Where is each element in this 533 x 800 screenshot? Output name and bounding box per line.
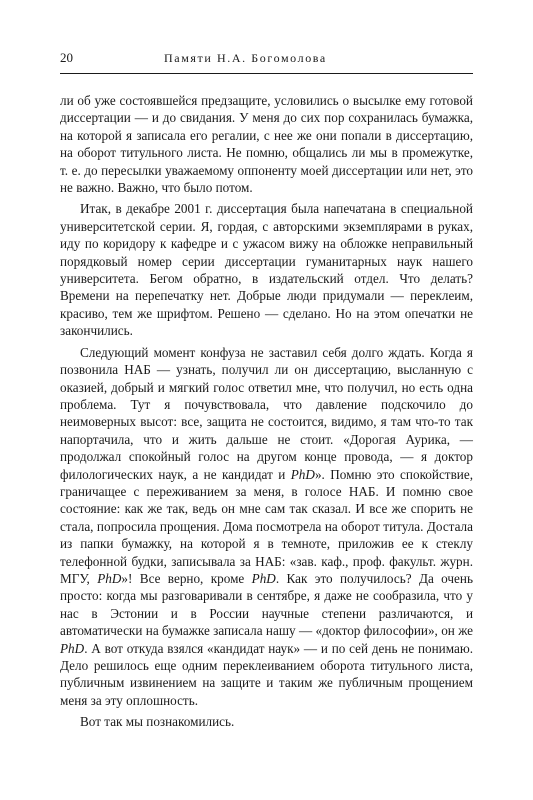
running-title: Памяти Н.А. Богомолова xyxy=(164,51,327,65)
italic-phd: PhD xyxy=(290,466,315,482)
paragraph-text: ». Помню это спокойствие, граничащее с переживанием за меня, в голосе НАБ. И помню свое состояние: как же так, ведь он мне сам так сказал. И все же спорить не стала, попросила прощения. Дома посмотрела на оборот титула. Достала из папки бумажку, на которой я в темноте, приложив ее к стеклу телефонной будки, записывала за НАБ: «зав. каф., проф. факульт. журн. МГУ, xyxy=(60,466,474,586)
italic-phd: PhD xyxy=(97,570,122,586)
paragraph-text: . Как это получилось? Да очень просто: когда мы разговаривали в сентябре, я даже не сообразила, что у нас в Эстонии и в России научные степени различаются, и автоматически на бумажке записала нашу — «доктор философии», он же xyxy=(60,570,473,639)
page-number: 20 xyxy=(60,50,73,65)
header-rule xyxy=(60,73,473,74)
paragraph-3 xyxy=(60,344,473,710)
paragraph-1 xyxy=(60,92,473,196)
paragraph-4 xyxy=(60,713,473,730)
body-text xyxy=(60,92,473,735)
paragraph-text: ли об уже состоявшейся предзащите, условились о высылке ему готовой диссертации — и до свидания. У меня до сих пор сохранилась бумажка, на которой я записала его регалии, с нее же они попали в диссертацию, на оборот титульного листа. Не помню, общались ли мы в промежутке, т. е. до пересылки уважаемому оппоненту моей диссертации или нет, это не важно. Важно, что было потом. xyxy=(60,93,473,196)
paragraph-text: . А вот откуда взялся «кандидат наук» — и по сей день не понимаю. Дело решилось еще одним переклеиванием оборота титульного листа, публичным извинением на защите и таким же публичным прощением меня за эту оплошность. xyxy=(60,640,473,708)
paragraph-text: »! Все верно, кроме xyxy=(121,570,252,586)
paragraph-text: Вот так мы познакомились. xyxy=(80,714,235,730)
paragraph-text: Итак, в декабре 2001 г. диссертация была напечатана в специальной университетской серии. Я, гордая, с авторскими экземплярами в руках, иду по коридору к кафедре и с ужасом вижу на обложке неправильный порядковый номер серии диссертации гуманитарных наук нашего университета. Бегом обратно, в издательский отдел. Что делать? Времени на перепечатку нет. Добрые люди придумали — переклеим, красиво, тем же шрифтом. Решено — сделано. Но на этом опечатки не закончились. xyxy=(60,201,473,339)
italic-phd: PhD xyxy=(60,640,85,656)
paragraph-2 xyxy=(60,200,473,339)
italic-phd: PhD xyxy=(251,570,276,586)
paragraph-text: Следующий момент конфуза не заставил себя долго ждать. Когда я позвонила НАБ — узнать, получил ли он диссертацию, высланную с оказией, добрый и мягкий голос ответил мне, что получил, но есть одна проблема. Тут я почувствовала, что давление подскочило до неимоверных высот: все, защита не состоится, видимо, я там что-то так напортачила, что и жить дальше не стоит. «Дорогая Аурика, — продолжал спокойный голос на другом конце провода, — я доктор филологических наук, а не кандидат и xyxy=(60,344,473,482)
running-header xyxy=(60,50,473,70)
